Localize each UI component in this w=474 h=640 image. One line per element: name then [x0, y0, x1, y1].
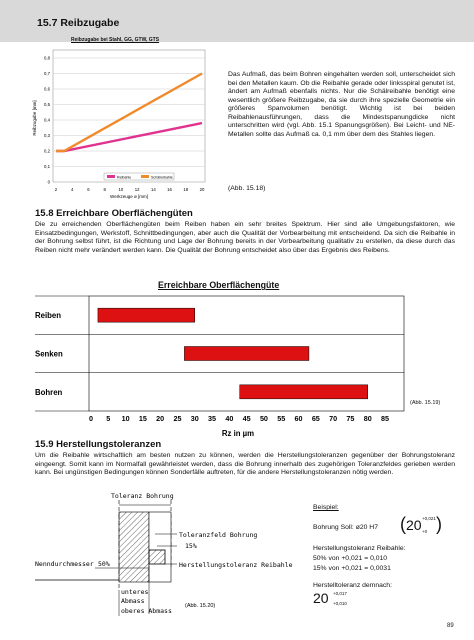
nenndurchmesser-label: Nenndurchmesser [35, 560, 94, 568]
sub-result: +0,010 [333, 601, 347, 606]
x-tick-label: 0 [89, 414, 93, 423]
y-tick-label: 0,5 [44, 102, 50, 107]
x-tick-label: 60 [294, 414, 303, 423]
sub-tol: +0 [422, 529, 428, 534]
x-tick-label: 10 [121, 414, 130, 423]
abb-1518-caption: (Abb. 15.18) [228, 185, 266, 192]
x-tick-label: 6 [87, 187, 90, 192]
unteres-label: unteres [121, 588, 149, 596]
x-ticks [89, 414, 389, 423]
big20-result: 20 [313, 590, 329, 606]
x-tick-label: 18 [183, 187, 189, 192]
section-157-paragraph: Das Aufmaß, das beim Bohren eingehalten werden soll, unterscheidet sich bei den Metallen kaum. Ob die Reibahle gerade oder linksspiral genutet ist, ändert am Aufmaß ebenfalls nichts. Nur die Schälreibahle benötigt eine wesentlich größere Reibzugabe, da sie durch ihre spezielle Geometrie ein größeres Spanvolumen benötigt. Wichtig ist bei beiden Reibahlenausführungen, dass die Mindestspanungdicke nicht unterschritten wird (vgl. Abb. 15.1 Spanungsgrößen). Bei Leicht- und NE-Metallen sollte das Aufmaß ca. 0,1 mm über dem des Stahles liegen. [228, 71, 455, 138]
herstelltoleranz-line: Herstelltoleranz demnach: [313, 582, 392, 589]
x-tick-label: 5 [106, 414, 111, 423]
x-ticks [55, 187, 205, 192]
x-tick-label: 70 [329, 414, 338, 423]
fifteen-pct-line: 15% von +0,021 = 0,0031 [313, 565, 391, 572]
x-tick-label: 65 [311, 414, 320, 423]
category-label: Reiben [35, 311, 61, 321]
fifty-pct-line: 50% von +0,021 = 0,010 [313, 555, 388, 562]
chart2-title: Erreichbare Oberflächengüte [158, 280, 280, 290]
y-ticks [44, 56, 51, 185]
x-tick-label: 40 [225, 414, 234, 423]
category-label: Bohren [35, 387, 63, 397]
reibzugabe-chart [26, 48, 216, 200]
oberflaechen-chart [35, 295, 405, 443]
section-158-paragraph: Die zu erreichenden Oberflächengüten beim Reiben haben ein sehr breites Spektrum. Hier sind alle Umgebungsfaktoren, wie Einsatzbedingungen, Werkstoff, Schnittbedingungen, aber auch die Qualität der Vorbearbeitung mit entscheidend. Da sich die Reibahle in der Bohrung selbst führt, ist die Richtung und Lage der Bohrung bereits in der Vorbearbeitung qualitativ zu erstellen, da diese durch das Reiben nicht mehr verändert werden kann. Die Qualität der Bohrung entscheidet also über das Ergebnis des Reibens. [35, 221, 455, 254]
abmass-label: Abmass [121, 597, 145, 605]
y-tick-label: 0,7 [44, 71, 50, 76]
plot-area [53, 50, 205, 182]
reibahle-block [149, 550, 165, 564]
x-tick-label: 55 [277, 414, 286, 423]
legend-label: Schälreibahle [151, 175, 173, 180]
category-label: Senken [35, 349, 63, 359]
category-labels [35, 311, 63, 397]
y-tick-label: 0,3 [44, 133, 50, 138]
y-tick-label: 0,4 [44, 117, 50, 123]
section-158-title: 15.8 Erreichbare Oberflächengüten [35, 208, 193, 219]
tolerance-bracket: (20 +0,021 +0 ) [400, 514, 442, 534]
section-159-title: 15.9 Herstellungstoleranzen [35, 439, 162, 450]
abb-1519-caption: (Abb. 15.19) [410, 400, 441, 406]
y-tick-label: 0 [47, 179, 50, 185]
legend-label: Reibahle [117, 175, 132, 180]
y-tick-label: 0,1 [44, 164, 50, 169]
legend-swatch [107, 175, 115, 178]
toleranzfeld-block [149, 512, 171, 582]
sup-tol: +0,021 [422, 516, 436, 521]
oberes-abmass-label: oberes Abmass [121, 607, 172, 615]
x-tick-label: 50 [259, 414, 268, 423]
x-tick-label: 25 [173, 414, 182, 423]
y-tick-label: 0,2 [44, 148, 50, 154]
range-bar-bohren [240, 385, 368, 399]
x-tick-label: 15 [138, 414, 147, 423]
herstellungstoleranz-line: Herstellungstoleranz Reibahle: [313, 545, 406, 552]
x-tick-label: 4 [71, 187, 74, 192]
pct15-label: 15% [185, 542, 197, 550]
result-tolerance [313, 590, 347, 606]
chart1-title: Reibzugabe bei Stahl, GG, GTW, GTS [71, 37, 160, 43]
big20: 20 [406, 517, 422, 533]
range-bar-senken [184, 347, 309, 361]
x-axis-label: Werkzeuge ø [mm] [110, 194, 148, 199]
x-tick-label: 30 [190, 414, 199, 423]
y-axis-label: Reibzugabe [mm] [32, 100, 37, 136]
range-bar-reiben [98, 308, 195, 322]
legend [104, 173, 174, 180]
sup-result: +0,017 [333, 591, 347, 596]
abb-1520-caption: (Abb. 15.20) [185, 603, 216, 609]
x-tick-label: 16 [167, 187, 172, 192]
x-tick-label: 75 [346, 414, 355, 423]
section-159-paragraph: Um die Reibahle wirtschaftlich am besten nutzen zu können, werden die Herstellungstoleranzen gegenüber der Bohrungstoleranz eingeengt. Somit kann im Normalfall gewährleistet werden, dass die Bohrung innerhalb des zugehörigen Toleranzfeldes gerieben werden kann. Bei ungünstigen Bedingungen können Sonderfälle auftreten, für die andere Herstellungstoleranzen nötig werden. [35, 452, 455, 476]
herstellungstoleranz-label: Herstellungstoleranz Reibahle [179, 561, 293, 569]
toleranzfeld-block [119, 512, 149, 582]
bohrung-soll: Bohrung Soll: ø20 H7 [313, 524, 378, 531]
x-tick-label: 80 [363, 414, 372, 423]
x-tick-label: 20 [156, 414, 165, 423]
x-tick-label: 85 [381, 414, 389, 423]
x-tick-label: 8 [103, 187, 106, 192]
legend-swatch [141, 175, 149, 178]
y-tick-label: 0,6 [44, 86, 50, 92]
x-tick-label: 12 [134, 187, 140, 192]
toleranz-diagram [35, 490, 293, 620]
page-number: 89 [447, 623, 454, 629]
x-tick-label: 20 [199, 187, 205, 192]
toleranz-bohrung-label: Toleranz Bohrung [111, 492, 174, 500]
x-tick-label: 35 [208, 414, 217, 423]
section-157-title: 15.7 Reibzugabe [37, 17, 120, 29]
x-tick-label: 2 [54, 187, 58, 192]
pct50-label: 50% [98, 560, 110, 568]
x-tick-label: 45 [242, 414, 251, 423]
x-tick-label: 14 [150, 187, 156, 192]
beispiel-label: Beispiel: [313, 504, 339, 511]
toleranzfeld-label: Toleranzfeld Bohrung [179, 531, 258, 539]
x-tick-label: 10 [118, 187, 124, 192]
y-tick-label: 0,8 [44, 55, 50, 61]
x-axis-label: Rz in µm [221, 429, 255, 438]
